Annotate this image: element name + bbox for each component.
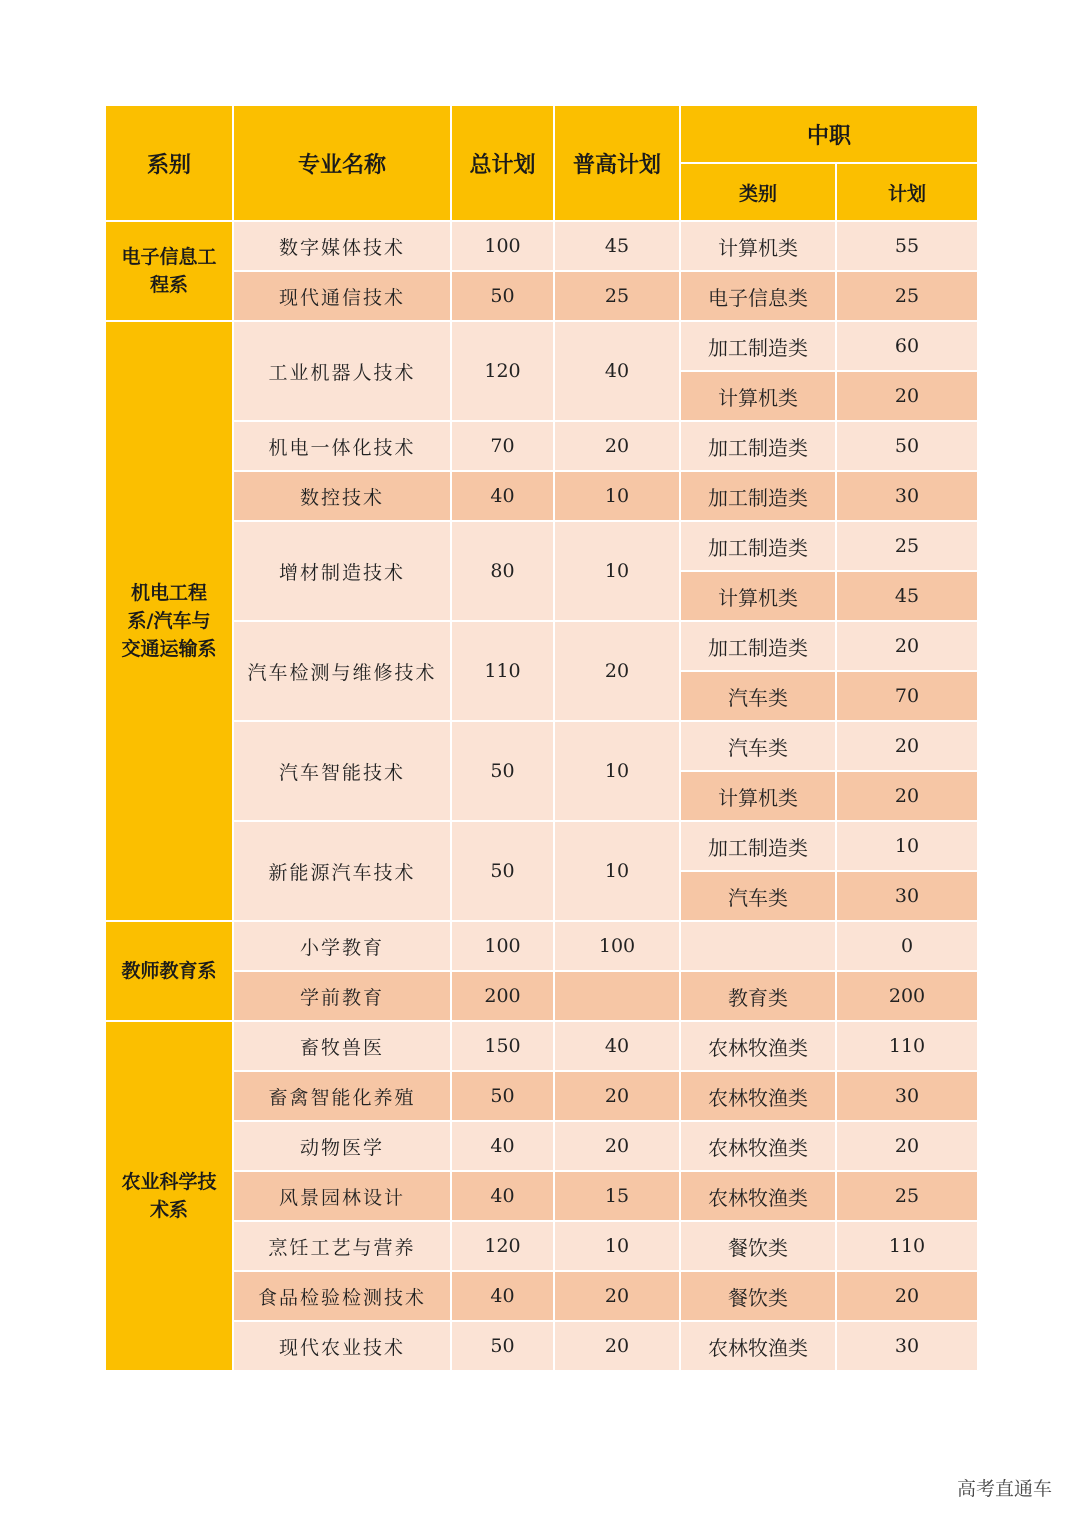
general-plan: 10 <box>554 1221 680 1271</box>
vocational-plan: 0 <box>836 921 978 971</box>
table-row <box>105 1121 978 1171</box>
vocational-category: 农林牧渔类 <box>680 1171 836 1221</box>
table-row <box>105 971 978 1021</box>
total-plan: 100 <box>451 221 554 271</box>
vocational-plan: 30 <box>836 1071 978 1121</box>
dept-name-text: 电子信息工程系 <box>121 246 217 296</box>
vocational-plan: 20 <box>836 721 978 771</box>
header-major: 专业名称 <box>233 105 451 221</box>
vocational-plan: 50 <box>836 421 978 471</box>
major-name: 学前教育 <box>233 971 451 1021</box>
header-category: 类别 <box>680 163 836 221</box>
general-plan: 20 <box>554 1321 680 1371</box>
vocational-category: 电子信息类 <box>680 271 836 321</box>
total-plan: 150 <box>451 1021 554 1071</box>
general-plan: 20 <box>554 621 680 721</box>
vocational-category <box>680 921 836 971</box>
major-name: 现代通信技术 <box>233 271 451 321</box>
header-vocational: 中职 <box>680 105 978 163</box>
vocational-category: 计算机类 <box>680 221 836 271</box>
general-plan: 20 <box>554 1071 680 1121</box>
header-dept: 系别 <box>105 105 233 221</box>
major-name: 新能源汽车技术 <box>233 821 451 921</box>
major-name: 畜禽智能化养殖 <box>233 1071 451 1121</box>
vocational-plan: 30 <box>836 471 978 521</box>
table-row <box>105 721 978 771</box>
total-plan: 40 <box>451 1271 554 1321</box>
major-name: 烹饪工艺与营养 <box>233 1221 451 1271</box>
major-name: 食品检验检测技术 <box>233 1271 451 1321</box>
vocational-plan: 60 <box>836 321 978 371</box>
total-plan: 120 <box>451 1221 554 1271</box>
vocational-category: 加工制造类 <box>680 621 836 671</box>
enrollment-plan-table <box>104 104 979 1372</box>
major-name: 动物医学 <box>233 1121 451 1171</box>
vocational-category: 农林牧渔类 <box>680 1021 836 1071</box>
table-row <box>105 821 978 871</box>
vocational-category: 餐饮类 <box>680 1271 836 1321</box>
dept-name-text: 农业科学技术系 <box>121 1171 217 1221</box>
general-plan <box>554 971 680 1021</box>
table-header <box>105 105 978 221</box>
major-name: 工业机器人技术 <box>233 321 451 421</box>
header-total: 总计划 <box>451 105 554 221</box>
table-row <box>105 1221 978 1271</box>
table-row <box>105 521 978 571</box>
general-plan: 20 <box>554 1121 680 1171</box>
general-plan: 40 <box>554 1021 680 1071</box>
vocational-category: 加工制造类 <box>680 821 836 871</box>
total-plan: 40 <box>451 1171 554 1221</box>
major-name: 畜牧兽医 <box>233 1021 451 1071</box>
table-row <box>105 471 978 521</box>
vocational-plan: 30 <box>836 1321 978 1371</box>
general-plan: 10 <box>554 521 680 621</box>
vocational-category: 计算机类 <box>680 371 836 421</box>
vocational-plan: 45 <box>836 571 978 621</box>
vocational-category: 农林牧渔类 <box>680 1121 836 1171</box>
vocational-plan: 25 <box>836 1171 978 1221</box>
vocational-plan: 20 <box>836 1271 978 1321</box>
vocational-category: 计算机类 <box>680 571 836 621</box>
vocational-plan: 55 <box>836 221 978 271</box>
vocational-plan: 20 <box>836 771 978 821</box>
vocational-plan: 30 <box>836 871 978 921</box>
table-row <box>105 221 978 271</box>
vocational-plan: 25 <box>836 271 978 321</box>
table-row <box>105 1271 978 1321</box>
vocational-category: 农林牧渔类 <box>680 1071 836 1121</box>
major-name: 汽车检测与维修技术 <box>233 621 451 721</box>
vocational-plan: 200 <box>836 971 978 1021</box>
table-row <box>105 1321 978 1371</box>
vocational-category: 汽车类 <box>680 721 836 771</box>
total-plan: 70 <box>451 421 554 471</box>
table-row <box>105 621 978 671</box>
table-row <box>105 1071 978 1121</box>
major-name: 数字媒体技术 <box>233 221 451 271</box>
vocational-category: 教育类 <box>680 971 836 1021</box>
total-plan: 50 <box>451 821 554 921</box>
general-plan: 40 <box>554 321 680 421</box>
general-plan: 10 <box>554 721 680 821</box>
general-plan: 10 <box>554 471 680 521</box>
total-plan: 200 <box>451 971 554 1021</box>
vocational-category: 农林牧渔类 <box>680 1321 836 1371</box>
table-row <box>105 321 978 371</box>
total-plan: 50 <box>451 1321 554 1371</box>
vocational-plan: 25 <box>836 521 978 571</box>
vocational-category: 加工制造类 <box>680 421 836 471</box>
total-plan: 40 <box>451 1121 554 1171</box>
dept-name <box>105 321 233 921</box>
major-name: 小学教育 <box>233 921 451 971</box>
dept-name-text: 机电工程系/汽车与交通运输系 <box>121 582 217 660</box>
total-plan: 80 <box>451 521 554 621</box>
dept-name <box>105 921 233 1021</box>
vocational-plan: 110 <box>836 1221 978 1271</box>
header-plan: 计划 <box>836 163 978 221</box>
header-general: 普高计划 <box>554 105 680 221</box>
general-plan: 20 <box>554 1271 680 1321</box>
general-plan: 10 <box>554 821 680 921</box>
vocational-category: 汽车类 <box>680 671 836 721</box>
major-name: 汽车智能技术 <box>233 721 451 821</box>
total-plan: 110 <box>451 621 554 721</box>
total-plan: 100 <box>451 921 554 971</box>
vocational-category: 加工制造类 <box>680 521 836 571</box>
vocational-plan: 10 <box>836 821 978 871</box>
table-body <box>105 221 978 1371</box>
dept-name <box>105 1021 233 1371</box>
table-row <box>105 921 978 971</box>
major-name: 增材制造技术 <box>233 521 451 621</box>
vocational-plan: 70 <box>836 671 978 721</box>
table-row <box>105 1171 978 1221</box>
general-plan: 45 <box>554 221 680 271</box>
vocational-plan: 20 <box>836 1121 978 1171</box>
vocational-plan: 20 <box>836 621 978 671</box>
vocational-category: 餐饮类 <box>680 1221 836 1271</box>
vocational-category: 汽车类 <box>680 871 836 921</box>
total-plan: 50 <box>451 271 554 321</box>
table-row <box>105 271 978 321</box>
vocational-plan: 20 <box>836 371 978 421</box>
total-plan: 40 <box>451 471 554 521</box>
table-row <box>105 421 978 471</box>
vocational-plan: 110 <box>836 1021 978 1071</box>
major-name: 风景园林设计 <box>233 1171 451 1221</box>
major-name: 数控技术 <box>233 471 451 521</box>
vocational-category: 计算机类 <box>680 771 836 821</box>
vocational-category: 加工制造类 <box>680 471 836 521</box>
general-plan: 20 <box>554 421 680 471</box>
dept-name-text: 教师教育系 <box>121 960 217 982</box>
total-plan: 50 <box>451 721 554 821</box>
dept-name <box>105 221 233 321</box>
general-plan: 100 <box>554 921 680 971</box>
table-row <box>105 1021 978 1071</box>
major-name: 现代农业技术 <box>233 1321 451 1371</box>
major-name: 机电一体化技术 <box>233 421 451 471</box>
total-plan: 120 <box>451 321 554 421</box>
watermark: 高考直通车 <box>956 1478 1052 1500</box>
total-plan: 50 <box>451 1071 554 1121</box>
vocational-category: 加工制造类 <box>680 321 836 371</box>
general-plan: 25 <box>554 271 680 321</box>
general-plan: 15 <box>554 1171 680 1221</box>
